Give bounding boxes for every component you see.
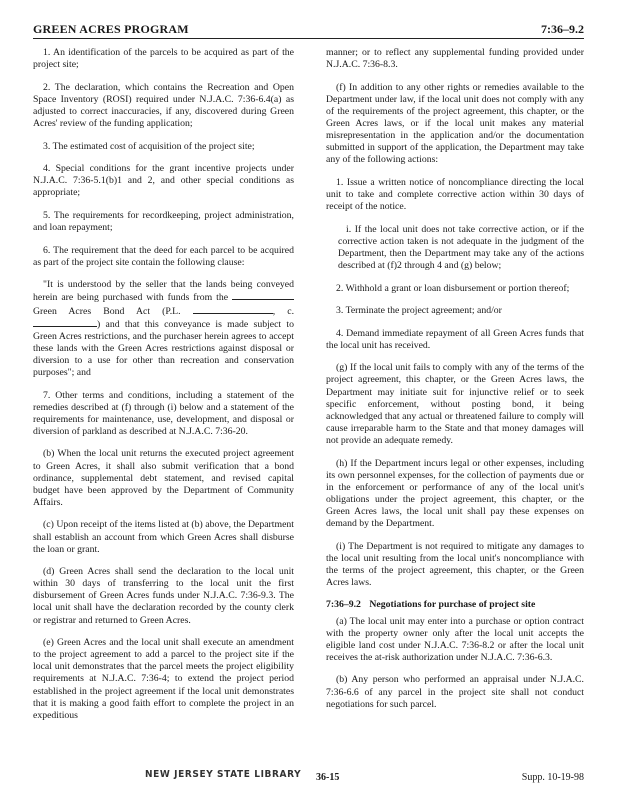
header-program-title: GREEN ACRES PROGRAM: [33, 22, 189, 36]
page-footer: [33, 769, 584, 788]
paragraph-b: (b) When the local unit returns the executed project agreement to Green Acres, it shall also submit verification that a bond ordinance, supplemental debt statement, and revised capital budget have been approved by the Department of Community Affairs.: [33, 448, 294, 508]
header-section-number: 7:36–9.2: [541, 22, 584, 36]
section-paragraph-b: (b) Any person who performed an appraisal under N.J.A.C. 7:36-6.6 of any parcel in the project site shall not conduct negotiations for such parcel.: [326, 674, 584, 710]
paragraph-item-6: 6. The requirement that the deed for each parcel to be acquired as part of the project site contain the following clause:: [33, 244, 294, 268]
section-title: Negotiations for purchase of project site: [369, 599, 536, 611]
paragraph-item-7: 7. Other terms and conditions, including a statement of the remedies described at (f) through (i) below and a statement of the requirements for maintenance, use, development, and disposal or diversion of parkland as described at N.J.A.C. 7:36-20.: [33, 389, 294, 437]
blank-line: [193, 305, 273, 314]
paragraph-item-2: 2. The declaration, which contains the Recreation and Open Space Inventory (ROSI) required under N.J.A.C. 7:36-6.4(a) as adjusted to correct inaccuracies, if any, discovered during Green Acres' review of the funding application;: [33, 81, 294, 129]
paragraph-f-1: 1. Issue a written notice of noncompliance directing the local unit to take and complete corrective action within 30 days of receipt of the notice.: [326, 176, 584, 213]
right-column: [326, 47, 584, 721]
section-number: 7:36–9.2: [326, 599, 361, 611]
paragraph-f-2: 2. Withhold a grant or loan disbursement or portion thereof;: [336, 282, 570, 294]
blank-line: [232, 291, 294, 300]
section-heading: [326, 599, 584, 611]
paragraph-f: (f) In addition to any other rights or remedies available to the Department under law, if the local unit does not comply with any of the requirements of the project agreement, this chapter, or the Green Acres laws, or if the local unit makes any material misrepresentation in the application and/or the documentation submitted in support of the application, the Department may take any of the following actions:: [326, 81, 584, 166]
blank-line: [33, 318, 97, 327]
paragraph-e-continued: manner; or to reflect any supplemental funding provided under N.J.A.C. 7:36-8.3.: [326, 47, 584, 71]
paragraph-e: (e) Green Acres and the local unit shall execute an amendment to the project agreement to add a parcel to the project site if the local unit demonstrates that the parcel meets the project eligibility requirements at N.J.A.C. 7:36-4; to extend the project period established in the project agreement if the local unit demonstrates that it is making a good faith effort to complete the project in an expeditious: [33, 637, 294, 721]
paragraph-d: (d) Green Acres shall send the declaration to the local unit within 30 days of transferring to the local unit the first disbursement of Green Acres funds under N.J.A.C. 7:36-9.3. The local unit shall have the declaration recorded by the county clerk or registrar and returned to Green Acres.: [33, 566, 294, 626]
quote-part-a: "It is understood by the seller that the lands being conveyed herein are being purchased with funds from the: [33, 279, 294, 304]
paragraph-i: (i) The Department is not required to mitigate any damages to the local unit resulting from the local unit's noncompliance with the terms of the project agreement, this chapter, or the Green Acres laws.: [326, 540, 584, 588]
library-stamp: NEW JERSEY STATE LIBRARY: [145, 769, 302, 781]
quote-part-b: Green Acres Bond Act (P.L.: [33, 305, 181, 317]
paragraph-item-4: 4. Special conditions for the grant incentive projects under N.J.A.C. 7:36-5.1(b)1 and 2, and other special conditions as appropriate;: [33, 163, 294, 199]
supplement-date: Supp. 10-19-98: [521, 772, 584, 783]
deed-clause-quote: [33, 279, 294, 379]
quote-part-d: ) and that this conveyance is made subject to Green Acres restrictions, and the purchaser herein agrees to accept these lands with the Green Acres restrictions against disposal or diversion to a use for other than recreation and conservation purposes"; and: [33, 318, 294, 378]
paragraph-g: (g) If the local unit fails to comply with any of the terms of the project agreement, this chapter, or the Green Acres laws, the Department may initiate suit for injunctive relief or to seek specific enforcement, without posting bond, it being acknowledged that any actual or threatened failure to comply will cause irreparable harm to the State and that money damages will not provide an adequate remedy.: [326, 362, 584, 446]
paragraph-item-1: 1. An identification of the parcels to be acquired as part of the project site;: [33, 47, 294, 71]
running-header: [33, 20, 584, 39]
paragraph-f-3: 3. Terminate the project agreement; and/or: [336, 305, 502, 317]
paragraph-h: (h) If the Department incurs legal or other expenses, including its own personnel expenses, for the collection of payments due or in the enforcement or performance of any of the local unit's obligations under the project agreement, this chapter, or the Green Acres laws, the local unit shall pay these expenses on demand by the Department.: [326, 457, 584, 529]
paragraph-f-1-i: i. If the local unit does not take corrective action, or if the corrective action taken is not adequate in the judgment of the Department, then the Department may take any of the actions described at (f)2 through 4 and (g) below;: [338, 223, 584, 271]
section-paragraph-a: (a) The local unit may enter into a purchase or option contract with the property owner only after the local unit accepts the eligible land cost under N.J.A.C. 7:36-8.2 or after the local unit receives the at-risk authorization under N.J.A.C. 7:36-6.3.: [326, 615, 584, 663]
paragraph-c: (c) Upon receipt of the items listed at (b) above, the Department shall establish an account from which Green Acres shall disburse the loan or grant.: [33, 519, 294, 555]
quote-part-c: , c.: [272, 305, 295, 317]
paragraph-item-3: 3. The estimated cost of acquisition of the project site;: [43, 140, 255, 152]
paragraph-item-5: 5. The requirements for recordkeeping, project administration, and loan repayment;: [33, 209, 294, 234]
left-column: [33, 47, 294, 732]
paragraph-f-4: 4. Demand immediate repayment of all Green Acres funds that the local unit has received.: [326, 327, 584, 351]
page-number: 36-15: [316, 772, 340, 783]
